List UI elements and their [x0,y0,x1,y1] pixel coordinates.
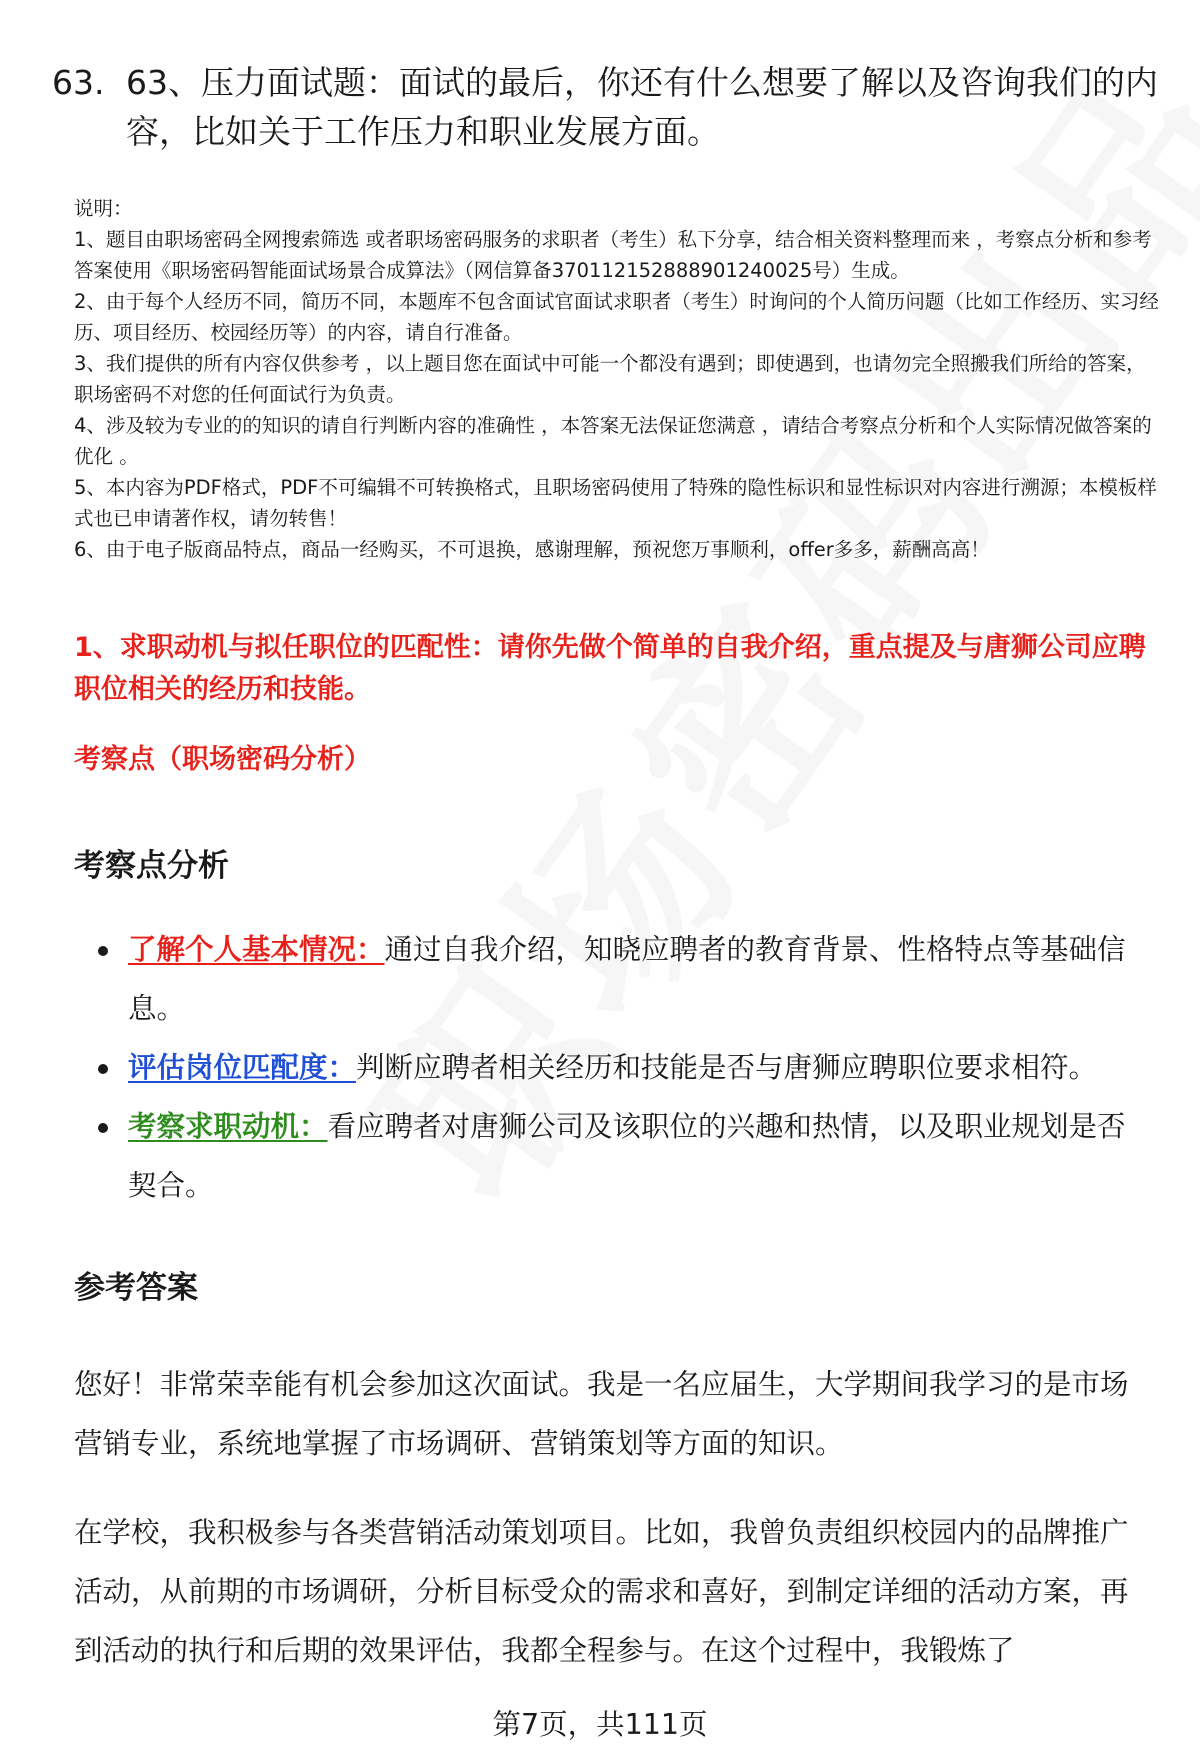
notes-item: 4、涉及较为专业的的知识的请自行判断内容的准确性 ，本答案无法保证您满意 ，请结合考察点分析和个人实际情况做答案的优化 。 [74,414,1152,468]
notes-heading: 说明： [74,197,133,220]
notes-item: 2、由于每个人经历不同，简历不同，本题库不包含面试官面试求职者（考生）时询问的个人简历问题（比如工作经历、实习经历、项目经历、校园经历等）的内容，请自行准备。 [74,290,1159,344]
bullet-key: 了解个人基本情况： [128,933,385,966]
question-number: 63. [52,63,105,102]
notes-item: 5、本内容为PDF格式，PDF不可编辑不可转换格式，且职场密码使用了特殊的隐性标识和显性标识对内容进行溯源；本模板样式也已申请著作权，请勿转售！ [74,476,1157,530]
notes-block [74,193,1160,565]
question-text: 63、压力面试题：面试的最后，你还有什么想要了解以及咨询我们的内容，比如关于工作压力和职业发展方面。 [126,63,1158,151]
notes-item: 3、我们提供的所有内容仅供参考 ，以上题目您在面试中可能一个都没有遇到；即使遇到，也请勿完全照搬我们所给的答案，职场密码不对您的任何面试行为负责。 [74,352,1146,406]
question-title [52,58,1162,156]
bullet-text: 判断应聘者相关经历和技能是否与唐狮应聘职位要求相符。 [356,1051,1098,1084]
bullet-dot [98,1123,108,1133]
bullet-dot [98,1064,108,1074]
bullet-key: 考察求职动机： [128,1110,328,1143]
list-item [74,920,1154,1038]
notes-item: 1、题目由职场密码全网搜索筛选 或者职场密码服务的求职者（考生）私下分享，结合相关资料整理而来 ，考察点分析和参考答案使用《职场密码智能面试场景合成算法》（网信算备370112152888901240025号）生成。 [74,228,1152,282]
sub-question-title: 1、求职动机与拟任职位的匹配性：请你先做个简单的自我介绍，重点提及与唐狮公司应聘职位相关的经历和技能。 [74,632,1146,705]
bullet-key: 评估岗位匹配度： [128,1051,357,1084]
answer-body [74,1355,1154,1710]
analysis-list [74,920,1154,1215]
answer-paragraph: 您好！非常荣幸能有机会参加这次面试。我是一名应届生，大学期间我学习的是市场营销专业，系统地掌握了市场调研、营销策划等方面的知识。 [74,1368,1129,1460]
page-footer: 第7页，共111页 [492,1708,708,1741]
list-item [74,1038,1154,1097]
notes-item: 6、由于电子版商品特点，商品一经购买，不可退换，感谢理解，预祝您万事顺利，offer多多，薪酬高高！ [74,538,990,561]
key-points-label: 考察点（职场密码分析） [74,744,371,775]
bullet-text: 通过自我介绍，知晓应聘者的教育背景、性格特点等基础信息。 [128,933,1126,1025]
answer-heading: 参考答案 [74,1270,198,1306]
bullet-dot [98,946,108,956]
answer-paragraph: 在学校，我积极参与各类营销活动策划项目。比如，我曾负责组织校园内的品牌推广活动，从前期的市场调研，分析目标受众的需求和喜好，到制定详细的活动方案，再到活动的执行和后期的效果评估，我都全程参与。在这个过程中，我锻炼了 [74,1516,1129,1667]
bullet-text: 看应聘者对唐狮公司及该职位的兴趣和热情，以及职业规划是否契合。 [128,1110,1126,1202]
list-item [74,1097,1154,1215]
analysis-heading: 考察点分析 [74,848,229,884]
